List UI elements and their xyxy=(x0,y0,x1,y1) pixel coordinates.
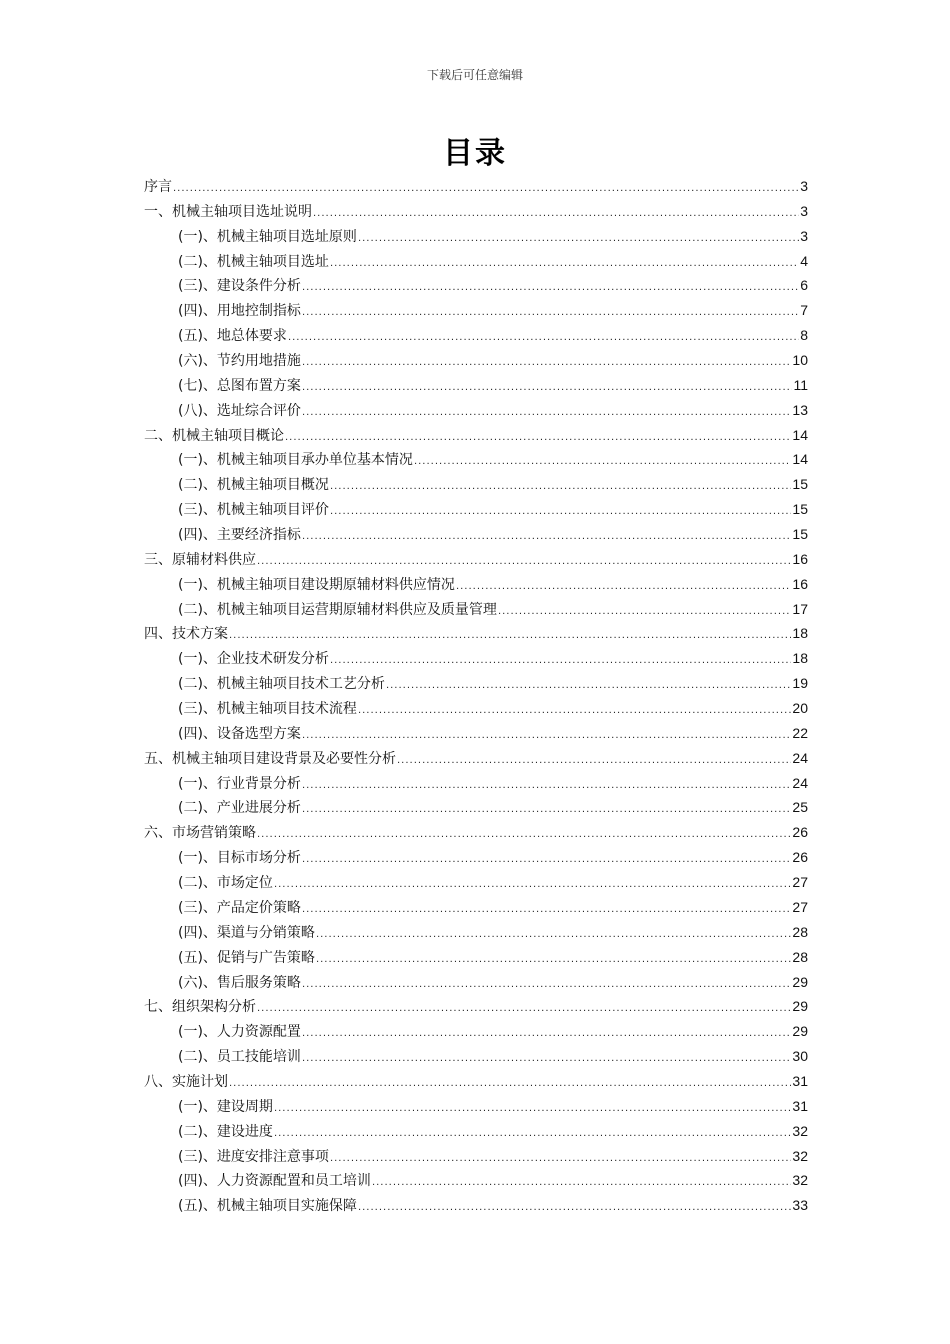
toc-dot-leader xyxy=(302,973,791,998)
toc-entry[interactable] xyxy=(144,696,808,721)
toc-entry-label: (一)、建设周期 xyxy=(178,1098,273,1115)
toc-entry-label: (三)、建设条件分析 xyxy=(178,278,301,295)
toc-entry[interactable] xyxy=(144,795,808,820)
toc-entry[interactable] xyxy=(144,1044,808,1069)
toc-entry-page: 13 xyxy=(792,401,808,418)
toc-entry-label: (五)、促销与广告策略 xyxy=(178,949,315,966)
toc-entry-page: 14 xyxy=(792,426,808,443)
toc-entry[interactable] xyxy=(144,1069,808,1094)
toc-dot-leader xyxy=(229,1072,791,1097)
toc-entry-page: 31 xyxy=(792,1072,808,1089)
toc-entry-label: (六)、售后服务策略 xyxy=(178,974,301,991)
toc-entry-label: (四)、设备选型方案 xyxy=(178,725,301,742)
toc-dot-leader xyxy=(302,774,791,799)
toc-entry-page: 31 xyxy=(792,1097,808,1114)
toc-entry[interactable] xyxy=(144,447,808,472)
toc-entry[interactable] xyxy=(144,497,808,522)
toc-entry-page: 16 xyxy=(792,575,808,592)
toc-dot-leader xyxy=(257,823,791,848)
toc-entry-label: (一)、人力资源配置 xyxy=(178,1024,301,1041)
toc-entry[interactable] xyxy=(144,646,808,671)
toc-dot-leader xyxy=(302,1047,791,1072)
toc-entry-label: (四)、人力资源配置和员工培训 xyxy=(178,1173,371,1190)
toc-entry-page: 29 xyxy=(792,998,808,1015)
toc-dot-leader xyxy=(302,724,791,749)
toc-entry-page: 3 xyxy=(800,178,808,194)
toc-dot-leader xyxy=(302,525,791,550)
toc-entry[interactable] xyxy=(144,621,808,646)
toc-entry-label: (一)、行业背景分析 xyxy=(178,775,301,792)
toc-entry-label: (七)、总图布置方案 xyxy=(178,377,301,394)
toc-entry[interactable] xyxy=(144,671,808,696)
header-note: 下载后可任意编辑 xyxy=(426,68,523,82)
toc-entry-label: (一)、企业技术研发分析 xyxy=(178,651,329,668)
toc-dot-leader xyxy=(257,550,791,575)
toc-entry-label: (二)、机械主轴项目概况 xyxy=(178,477,329,494)
toc-dot-leader xyxy=(414,450,791,475)
toc-entry[interactable] xyxy=(144,323,808,348)
toc-entry-page: 26 xyxy=(792,824,808,841)
toc-entry-page: 3 xyxy=(800,202,808,219)
toc-entry-label: (一)、目标市场分析 xyxy=(178,850,301,867)
toc-entry-label: (三)、产品定价策略 xyxy=(178,899,301,916)
toc-dot-leader xyxy=(316,923,791,948)
toc-entry-page: 11 xyxy=(793,376,808,393)
toc-entry[interactable] xyxy=(144,945,808,970)
toc-entry[interactable] xyxy=(144,398,808,423)
page-title: 目录 xyxy=(443,136,507,171)
toc-dot-leader xyxy=(358,1196,791,1221)
toc-dot-leader xyxy=(397,749,791,774)
toc-dot-leader xyxy=(330,500,791,525)
toc-entry[interactable] xyxy=(144,1168,808,1193)
toc-entry-label: (一)、机械主轴项目选址原则 xyxy=(178,228,357,245)
toc-entry-label: (二)、市场定位 xyxy=(178,875,273,892)
toc-dot-leader xyxy=(358,227,799,252)
toc-dot-leader xyxy=(330,475,791,500)
toc-dot-leader xyxy=(386,674,791,699)
toc-entry[interactable] xyxy=(144,1193,808,1218)
toc-entry-page: 25 xyxy=(792,799,808,816)
toc-entry-label: (八)、选址综合评价 xyxy=(178,402,301,419)
toc-entry-label: 六、市场营销策略 xyxy=(144,825,256,842)
toc-entry[interactable] xyxy=(144,348,808,373)
toc-entry-page: 18 xyxy=(792,650,808,667)
toc-dot-leader xyxy=(274,1122,791,1147)
toc-entry[interactable] xyxy=(144,845,808,870)
toc-dot-leader xyxy=(173,177,799,202)
toc-entry-label: (二)、机械主轴项目选址 xyxy=(178,253,329,270)
toc-entry-label: 三、原辅材料供应 xyxy=(144,551,256,568)
toc-entry-page: 29 xyxy=(792,973,808,990)
toc-entry[interactable] xyxy=(144,820,808,845)
toc-entry[interactable] xyxy=(144,994,808,1019)
toc-dot-leader xyxy=(498,600,791,625)
toc-entry[interactable] xyxy=(144,920,808,945)
toc-entry-page: 16 xyxy=(792,550,808,567)
toc-entry-label: 二、机械主轴项目概论 xyxy=(144,427,284,444)
toc-dot-leader xyxy=(302,301,799,326)
toc-entry-page: 32 xyxy=(792,1172,808,1189)
toc-entry-label: 七、组织架构分析 xyxy=(144,999,256,1016)
toc-entry-label: (五)、机械主轴项目实施保障 xyxy=(178,1198,357,1215)
toc-dot-leader xyxy=(285,426,791,451)
toc-entry[interactable] xyxy=(144,1144,808,1169)
toc-entry[interactable] xyxy=(144,572,808,597)
toc-dot-leader xyxy=(330,1147,791,1172)
toc-entry[interactable] xyxy=(144,597,808,622)
toc-dot-leader xyxy=(330,649,791,674)
toc-dot-leader xyxy=(313,202,799,227)
toc-entry-page: 6 xyxy=(800,277,808,294)
toc-entry-page: 3 xyxy=(800,227,808,244)
toc-entry-page: 33 xyxy=(792,1197,808,1214)
toc-entry-label: (五)、地总体要求 xyxy=(178,328,287,345)
toc-entry-page: 26 xyxy=(792,849,808,866)
toc-entry-page: 15 xyxy=(792,526,808,543)
toc-dot-leader xyxy=(302,376,793,401)
toc-entry-page: 24 xyxy=(792,749,808,766)
toc-dot-leader xyxy=(358,699,791,724)
toc-entry-page: 20 xyxy=(792,700,808,717)
toc-entry-label: (四)、渠道与分销策略 xyxy=(178,924,315,941)
toc-entry-page: 7 xyxy=(800,302,808,319)
toc-entry-page: 18 xyxy=(792,625,808,642)
toc-entry-label: (二)、机械主轴项目技术工艺分析 xyxy=(178,676,385,693)
toc-entry[interactable] xyxy=(144,199,808,224)
toc-entry[interactable] xyxy=(144,1119,808,1144)
toc-entry-label: (三)、机械主轴项目技术流程 xyxy=(178,701,357,718)
toc-dot-leader xyxy=(302,276,799,301)
toc-entry-page: 15 xyxy=(792,476,808,493)
toc-dot-leader xyxy=(456,575,791,600)
toc-entry[interactable] xyxy=(144,472,808,497)
toc-entry-page: 29 xyxy=(792,1023,808,1040)
toc-entry-label: (三)、机械主轴项目评价 xyxy=(178,502,329,519)
toc-entry-page: 28 xyxy=(792,923,808,940)
toc-dot-leader xyxy=(302,1022,791,1047)
toc-entry-label: (三)、进度安排注意事项 xyxy=(178,1148,329,1165)
toc-dot-leader xyxy=(302,401,791,426)
toc-entry[interactable] xyxy=(144,547,808,572)
toc-entry-label: (六)、节约用地措施 xyxy=(178,353,301,370)
toc-entry-page: 19 xyxy=(792,675,808,692)
toc-entry-page: 30 xyxy=(792,1048,808,1065)
toc-entry[interactable] xyxy=(144,298,808,323)
toc-entry-page: 10 xyxy=(792,352,808,369)
toc-entry[interactable] xyxy=(144,522,808,547)
toc-entry-label: (一)、机械主轴项目建设期原辅材料供应情况 xyxy=(178,576,455,593)
toc-entry[interactable] xyxy=(144,249,808,274)
toc-entry[interactable] xyxy=(144,870,808,895)
toc-dot-leader xyxy=(274,873,791,898)
toc-entry-label: 四、技术方案 xyxy=(144,626,228,643)
toc-entry-label: 序言 xyxy=(144,179,172,195)
toc-entry[interactable] xyxy=(144,273,808,298)
toc-entry[interactable] xyxy=(144,174,808,199)
toc-entry-label: (二)、员工技能培训 xyxy=(178,1049,301,1066)
toc-entry-page: 8 xyxy=(800,327,808,344)
toc-entry-label: 八、实施计划 xyxy=(144,1073,228,1090)
toc-entry-label: (二)、机械主轴项目运营期原辅材料供应及质量管理 xyxy=(178,601,497,618)
toc-dot-leader xyxy=(257,997,791,1022)
toc-entry-page: 27 xyxy=(792,898,808,915)
toc-entry-page: 27 xyxy=(792,874,808,891)
toc-entry-label: (二)、建设进度 xyxy=(178,1123,273,1140)
toc-entry-label: (四)、用地控制指标 xyxy=(178,303,301,320)
toc-entry[interactable] xyxy=(144,771,808,796)
toc-dot-leader xyxy=(372,1171,791,1196)
toc-dot-leader xyxy=(302,898,791,923)
toc-dot-leader xyxy=(302,798,791,823)
toc-entry-page: 17 xyxy=(792,600,808,617)
toc-dot-leader xyxy=(288,326,799,351)
toc-entry-page: 24 xyxy=(792,774,808,791)
toc-entry-label: (一)、机械主轴项目承办单位基本情况 xyxy=(178,452,413,469)
toc-dot-leader xyxy=(274,1097,791,1122)
toc-entry-page: 4 xyxy=(800,252,808,269)
toc-entry[interactable] xyxy=(144,970,808,995)
toc-entry-page: 15 xyxy=(792,501,808,518)
toc-entry[interactable] xyxy=(144,746,808,771)
toc-entry-label: 一、机械主轴项目选址说明 xyxy=(144,203,312,220)
toc-entry-label: (四)、主要经济指标 xyxy=(178,527,301,544)
toc-dot-leader xyxy=(302,848,791,873)
toc-entry[interactable] xyxy=(144,373,808,398)
toc-entry-page: 28 xyxy=(792,948,808,965)
toc-entry[interactable] xyxy=(144,224,808,249)
toc-entry-page: 32 xyxy=(792,1147,808,1164)
toc-entry[interactable] xyxy=(144,1019,808,1044)
toc-entry[interactable] xyxy=(144,895,808,920)
toc-dot-leader xyxy=(302,351,791,376)
toc-dot-leader xyxy=(316,948,791,973)
toc-entry-page: 14 xyxy=(792,451,808,468)
toc-entry-label: (二)、产业进展分析 xyxy=(178,800,301,817)
toc-entry-label: 五、机械主轴项目建设背景及必要性分析 xyxy=(144,750,396,767)
toc-entry-page: 22 xyxy=(792,724,808,741)
toc-entry[interactable] xyxy=(144,1094,808,1119)
toc-entry-page: 32 xyxy=(792,1122,808,1139)
toc-entry[interactable] xyxy=(144,721,808,746)
toc-dot-leader xyxy=(330,252,799,277)
toc-entry[interactable] xyxy=(144,423,808,448)
toc-dot-leader xyxy=(229,624,791,649)
table-of-contents xyxy=(144,174,808,1218)
